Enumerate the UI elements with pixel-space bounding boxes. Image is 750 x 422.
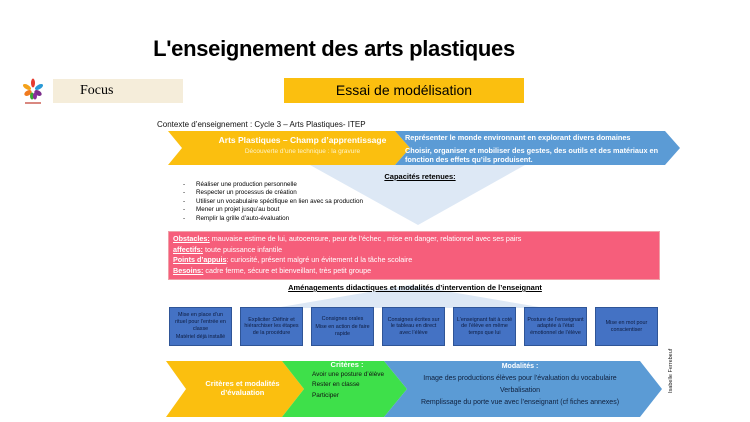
modalite-item: Verbalisation xyxy=(499,387,541,394)
champ-subtitle: Découverte d’une technique : la gravure xyxy=(244,148,361,155)
card-text-2: Matériel déjà installé xyxy=(175,334,226,341)
card-text: Consignes écrites sur le tableau en direct avec l’élève xyxy=(387,316,440,336)
capacites-title: Capacités retenues: xyxy=(384,172,456,181)
amenagement-card xyxy=(311,307,374,346)
obstacles-label: Obstacles: xyxy=(173,234,210,243)
modalite-item: Remplissage du porte vue avec l’enseignant (cf fiches annexes) xyxy=(420,399,620,406)
appuis-text: : curiosité, présent malgré un évitement d la tâche scolaire xyxy=(226,255,413,264)
capacites-list xyxy=(196,181,363,223)
card-text: Mise en place d’un rituel pour l’entrée en classe xyxy=(175,312,226,332)
besoins-label: Besoins: xyxy=(173,265,204,275)
amenagements-title: Aménagements didactiques et modalités d’intervention de l’enseignant xyxy=(288,283,542,292)
card-text: Consignes orales xyxy=(321,315,364,322)
critere-item: Participer xyxy=(312,391,339,399)
modalites-title: Modalités : xyxy=(501,363,539,370)
appuis-line xyxy=(173,255,655,266)
affectifs-text: toute puissance infantile xyxy=(202,244,283,254)
author-credit: Isabelle Ferrebeuf xyxy=(668,348,674,393)
page-title: L'enseignement des arts plastiques xyxy=(153,36,515,61)
affectifs-line xyxy=(173,245,655,256)
card-text: L’enseignant fait à coté de l’élève en même temps que lui xyxy=(456,316,513,336)
capacite-item: - Réaliser une production personnelle xyxy=(196,181,363,189)
obstacles-line xyxy=(173,234,655,245)
capacite-item: - Respecter un processus de création xyxy=(196,189,363,197)
criteres-block xyxy=(312,361,392,400)
amenagement-card xyxy=(595,307,658,346)
capacite-item: - Remplir la grille d’auto-évaluation xyxy=(196,215,363,223)
focus-label: Focus xyxy=(53,79,183,103)
critere-item: Avoir une posture d’élève xyxy=(312,371,385,379)
card-text: Posture de l’enseignant adaptée à l’état émotionnel de l’élève xyxy=(527,316,584,336)
amenagement-card xyxy=(169,307,232,346)
besoins-line xyxy=(173,266,655,277)
amenagement-card xyxy=(382,307,445,346)
champ-text xyxy=(210,135,395,155)
obstacles-text: mauvaise estime de lui, autocensure, peur de l’échec , mise en danger, relationnel avec ses pairs xyxy=(209,234,522,243)
card-text: Mise en mot pour conscientiser xyxy=(605,319,648,333)
card-text: Expliciter :Définir et hiérarchiser les étapes de la procédure xyxy=(244,316,299,336)
objectifs-text xyxy=(405,133,675,164)
critere-item: Rester en classe xyxy=(312,381,360,389)
objectif-1: Représenter le monde environnant en explorant divers domaines xyxy=(405,133,631,142)
amenagement-card xyxy=(524,307,587,346)
objectif-2: Choisir, organiser et mobiliser des gestes, des outils et des matériaux en fonction des effets qu’ils produisent. xyxy=(405,146,659,164)
profil-box xyxy=(168,231,660,280)
criteres-title: Critères : xyxy=(330,360,364,369)
champ-title: Arts Plastiques – Champ d’apprentissage xyxy=(218,135,387,145)
modalite-item: Image des productions élèves pour l’évaluation du vocabulaire xyxy=(423,375,617,382)
modalites-block xyxy=(400,362,640,410)
amenagements-cards xyxy=(169,307,661,346)
appuis-label: Points d’appuis xyxy=(173,255,227,264)
affectifs-label: affectifs: xyxy=(173,244,203,254)
capacite-item: - Mener un projet jusqu’au bout xyxy=(196,206,363,214)
capacite-item: - Utiliser un vocabulaire spécifique en lien avec sa production xyxy=(196,198,363,206)
amenagement-card xyxy=(453,307,516,346)
essai-label: Essai de modélisation xyxy=(284,78,524,103)
card-text-2: Mise en action de faire rapide xyxy=(315,324,370,337)
amenagement-card xyxy=(240,307,303,346)
context-line: Contexte d’enseignement : Cycle 3 – Arts Plastiques- ITEP xyxy=(157,120,366,129)
besoins-text: cadre ferme, sécure et bienveillant, très petit groupe xyxy=(203,265,372,275)
evaluation-label: Critères et modalités d’évaluation xyxy=(205,379,280,397)
